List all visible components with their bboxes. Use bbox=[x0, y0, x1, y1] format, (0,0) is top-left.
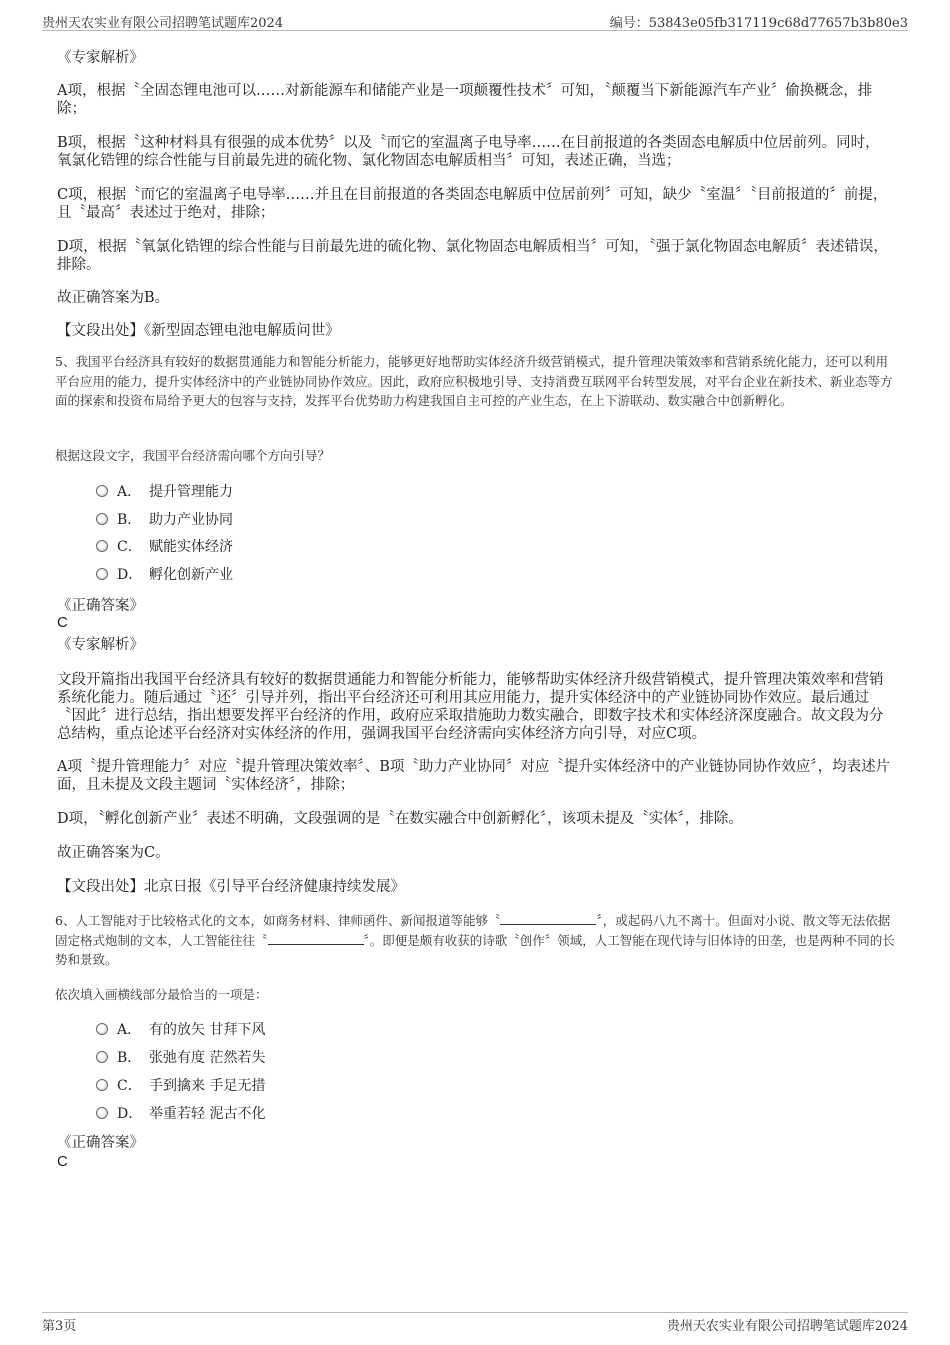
q5-source: 【文段出处】北京日报《引导平台经济健康持续发展》 bbox=[57, 879, 405, 895]
option-text: 助力产业协同 bbox=[149, 512, 233, 528]
page-footer bbox=[42, 1312, 908, 1343]
option-text: 孵化创新产业 bbox=[149, 567, 233, 583]
fill-blank-2[interactable] bbox=[268, 932, 364, 945]
q5-prompt: 根据这段文字，我国平台经济需向哪个方向引导？ bbox=[55, 448, 331, 463]
q5-option-b[interactable] bbox=[96, 510, 233, 530]
radio-icon[interactable] bbox=[96, 1079, 108, 1091]
fill-blank-1[interactable] bbox=[500, 912, 596, 925]
option-text: 张弛有度 茫然若失 bbox=[149, 1050, 266, 1066]
q5-answer: C bbox=[57, 614, 68, 631]
q6-answer: C bbox=[57, 1153, 68, 1170]
page-header bbox=[42, 0, 908, 31]
q5-analysis-para1: 文段开篇指出我国平台经济具有较好的数据贯通能力和智能分析能力，能够帮助实体经济升级营销模式，提升管理决策效率和营销系统化能力。随后通过〝还〞引导并列，指出平台经济还可利用其应用能力，提升实体经济中的产业链协同协作效应。最后通过〝因此〞进行总结，指出想要发挥平台经济的作用，政府应采取措施助力数实融合，即数字技术和实体经济深度融合。故文段为分总结构，重点论述平台经济对实体经济的作用，强调我国平台经济需向实体经济方向引导，对应C项。 bbox=[57, 672, 884, 742]
radio-icon[interactable] bbox=[96, 513, 108, 525]
footer-page-number: 第3页 bbox=[42, 1319, 77, 1334]
q6-option-a[interactable] bbox=[96, 1020, 265, 1040]
q6-text-part1: 6、人工智能对于比较格式化的文本，如商务材料、律师函件、新闻报道等能够〝 bbox=[55, 913, 501, 928]
q4-analysis-b: B项，根据〝这种材料具有很强的成本优势〞以及〝而它的室温离子电导率……在目前报道的各类固态电解质中位居前列。同时，氧氯化锆锂的综合性能与目前最先进的硫化物、氯化物固态电解质相当〞可知，表述正确，当选； bbox=[57, 135, 880, 169]
option-letter: C． bbox=[117, 1078, 142, 1094]
q4-source: 【文段出处】《新型固态锂电池电解质问世》 bbox=[57, 323, 340, 339]
option-text: 赋能实体经济 bbox=[149, 539, 233, 555]
q6-option-d[interactable] bbox=[96, 1104, 265, 1124]
option-text: 有的放矢 甘拜下风 bbox=[149, 1022, 266, 1038]
q4-analysis-c: C项，根据〝而它的室温离子电导率……并且在目前报道的各类固态电解质中位居前列〞可知，缺少〝室温〞〝目前报道的〞前提，且〝最高〞表述过于绝对，排除； bbox=[57, 187, 888, 221]
header-title: 贵州天农实业有限公司招聘笔试题库2024 bbox=[42, 16, 284, 31]
radio-icon[interactable] bbox=[96, 1107, 108, 1119]
radio-icon[interactable] bbox=[96, 540, 108, 552]
q6-answer-title: 《正确答案》 bbox=[57, 1135, 144, 1151]
option-letter: B． bbox=[117, 1050, 142, 1066]
q5-option-a[interactable] bbox=[96, 482, 233, 502]
q6-text-part2: 〞，或起码八九不离十。但面对小说、散文等无法依据固定格式炮制的文本，人工智能往往〝 bbox=[55, 913, 891, 948]
q5-analysis-para2: A项〝提升管理能力〞对应〝提升管理决策效率〞、B项〝助力产业协同〞对应〝提升实体经济中的产业链协同协作效应〞，均表述片面，且未提及文段主题词〝实体经济〞，排除； bbox=[57, 759, 891, 793]
q4-analysis-a: A项，根据〝全固态锂电池可以……对新能源车和储能产业是一项颠覆性技术〞可知，〝颠覆当下新能源汽车产业〞偷换概念，排除； bbox=[57, 83, 873, 117]
option-text: 举重若轻 泥古不化 bbox=[149, 1106, 266, 1122]
q5-option-c[interactable] bbox=[96, 537, 233, 557]
option-letter: B． bbox=[117, 512, 142, 528]
option-letter: A． bbox=[117, 484, 142, 500]
radio-icon[interactable] bbox=[96, 1051, 108, 1063]
header-doc-id: 编号：53843e05fb317119c68d77657b3b80e3 bbox=[609, 16, 908, 31]
q4-analysis-title: 《专家解析》 bbox=[57, 50, 144, 66]
q5-answer-title: 《正确答案》 bbox=[57, 598, 144, 614]
q6-option-b[interactable] bbox=[96, 1048, 265, 1068]
footer-title: 贵州天农实业有限公司招聘笔试题库2024 bbox=[666, 1319, 908, 1334]
option-text: 提升管理能力 bbox=[149, 484, 233, 500]
q4-conclusion: 故正确答案为B。 bbox=[57, 290, 170, 306]
option-text: 手到擒来 手足无措 bbox=[149, 1078, 266, 1094]
q4-analysis-d: D项，根据〝氧氯化锆锂的综合性能与目前最先进的硫化物、氯化物固态电解质相当〞可知，〝强于氯化物固态电解质〞表述错误，排除。 bbox=[57, 239, 888, 273]
radio-icon[interactable] bbox=[96, 485, 108, 497]
radio-icon[interactable] bbox=[96, 568, 108, 580]
option-letter: C． bbox=[117, 539, 142, 555]
q6-prompt: 依次填入画横线部分最恰当的一项是： bbox=[55, 987, 268, 1002]
q5-conclusion: 故正确答案为C。 bbox=[57, 845, 170, 861]
q5-analysis-para3: D项，〝孵化创新产业〞表述不明确，文段强调的是〝在数实融合中创新孵化〞，该项未提及〝实体〞，排除。 bbox=[57, 811, 743, 827]
radio-icon[interactable] bbox=[96, 1023, 108, 1035]
option-letter: D． bbox=[117, 1106, 143, 1122]
option-letter: D． bbox=[117, 567, 143, 583]
option-letter: A． bbox=[117, 1022, 142, 1038]
q5-question-text: 5、我国平台经济具有较好的数据贯通能力和智能分析能力，能够更好地帮助实体经济升级营销模式，提升管理决策效率和营销系统化能力，还可以利用平台应用的能力，提升实体经济中的产业链协同协作效应。因此，政府应积极地引导、支持消费互联网平台转型发展，对平台企业在新技术、新业态等方面的探索和投资布局给予更大的包容与支持，发挥平台优势助力构建我国自主可控的产业生态，在上下游联动、数实融合中创新孵化。 bbox=[55, 354, 893, 408]
q5-option-d[interactable] bbox=[96, 565, 233, 585]
q6-option-c[interactable] bbox=[96, 1076, 265, 1096]
q6-text-part3: 〞。即便是颇有收获的诗歌〝创作〞领域，人工智能在现代诗与旧体诗的田垄，也是两种不同的长势和景致。 bbox=[55, 932, 895, 967]
q5-analysis-title: 《专家解析》 bbox=[57, 637, 144, 653]
q6-question-text bbox=[55, 911, 897, 970]
